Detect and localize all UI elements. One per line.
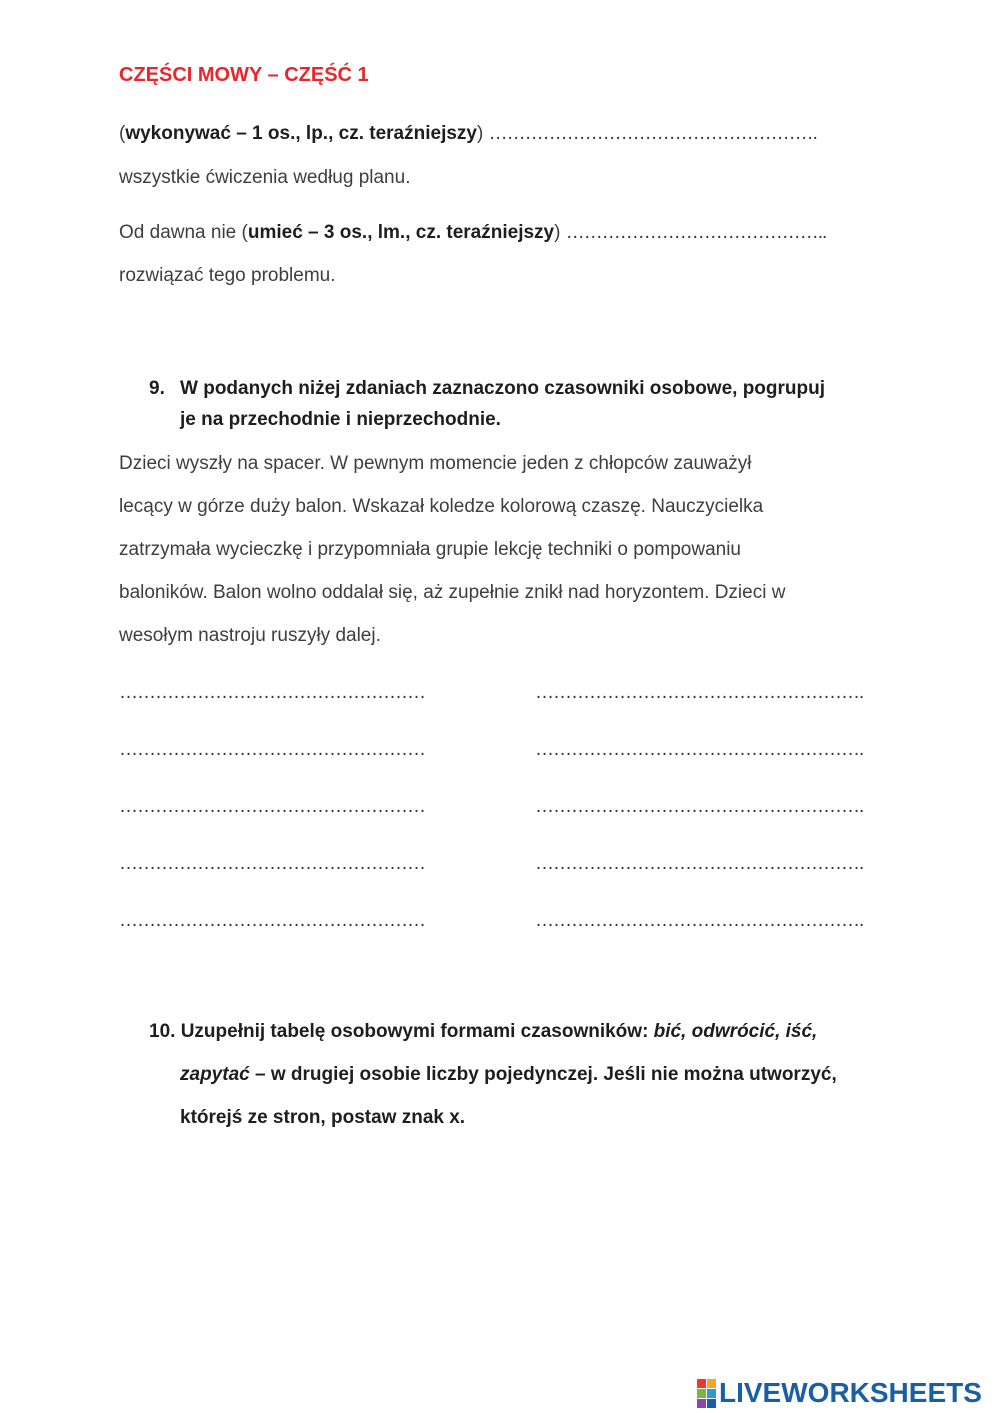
answer-blank-right[interactable]: ………………………………………………. [535, 853, 864, 874]
answer-blank-right[interactable]: ………………………………………………. [535, 739, 864, 760]
sentence-b-pre: Od dawna nie ( [119, 222, 248, 243]
task9-text-line: baloników. Balon wolno oddalał się, aż zupełnie znikł nad horyzontem. Dzieci w [119, 582, 786, 603]
sentence-b-close: ) [554, 222, 561, 243]
task10-number: 10. [149, 1021, 176, 1042]
sentence-a-close: ) [476, 123, 484, 144]
task10-instruction-3: którejś ze stron, postaw znak x. [180, 1107, 466, 1128]
task9-heading-line1 [149, 378, 825, 400]
task9-text-line: lecący w górze duży balon. Wskazał koledze kolorową czaszę. Nauczycielka [119, 496, 764, 517]
sentence-b-line2: rozwiązać tego problemu. [119, 265, 336, 286]
answer-blank-left[interactable]: …………………………………………… [119, 739, 425, 760]
answer-blank-right[interactable]: ………………………………………………. [535, 796, 864, 817]
task10-instruction-2: – w drugiej osobie liczby pojedynczej. Jeśli nie można utworzyć, [249, 1064, 837, 1085]
sentence-a-line1 [119, 123, 817, 145]
sentence-b-line1 [119, 222, 826, 244]
answer-blank-left[interactable]: …………………………………………… [119, 796, 425, 817]
task10-instruction-1: Uzupełnij tabelę osobowymi formami czasowników: [180, 1021, 654, 1042]
task10-heading-line2 [180, 1064, 837, 1086]
task10-verb-zapytac: zapytać [180, 1064, 250, 1085]
sentence-a-line2: wszystkie ćwiczenia według planu. [119, 167, 411, 188]
answer-blank-left[interactable]: …………………………………………… [119, 910, 425, 931]
logo-text: LIVEWORKSHEETS [719, 1377, 982, 1408]
sentence-a-open: ( [119, 123, 126, 144]
page-title: CZĘŚCI MOWY – CZĘŚĆ 1 [119, 64, 369, 86]
sentence-a-blank[interactable]: ………………………………………………. [488, 123, 817, 144]
answer-blank-left[interactable]: …………………………………………… [119, 682, 425, 703]
task9-text-line: wesołym nastroju ruszyły dalej. [119, 625, 381, 646]
task9-instruction-2: je na przechodnie i nieprzechodnie. [180, 409, 501, 430]
logo-mark-icon [697, 1379, 716, 1408]
task9-number: 9. [149, 378, 165, 399]
task9-text-line: zatrzymała wycieczkę i przypomniała grupie lekcję techniki o pompowaniu [119, 539, 741, 560]
answer-blank-right[interactable]: ………………………………………………. [535, 682, 864, 703]
liveworksheets-logo [697, 1378, 982, 1408]
task10-verbs: bić, odwrócić, iść, [653, 1021, 818, 1042]
sentence-a-hint: wykonywać – 1 os., lp., cz. teraźniejszy [125, 123, 477, 144]
answer-blank-left[interactable]: …………………………………………… [119, 853, 425, 874]
answer-blank-right[interactable]: ………………………………………………. [535, 910, 864, 931]
sentence-b-hint: umieć – 3 os., lm., cz. teraźniejszy [247, 222, 555, 243]
task10-heading-line1 [149, 1021, 817, 1043]
sentence-b-blank[interactable]: …………………………………….. [565, 222, 827, 243]
task9-text-line: Dzieci wyszły na spacer. W pewnym momencie jeden z chłopców zauważył [119, 453, 752, 474]
task9-instruction-1: W podanych niżej zdaniach zaznaczono czasowniki osobowe, pogrupuj [180, 378, 826, 399]
